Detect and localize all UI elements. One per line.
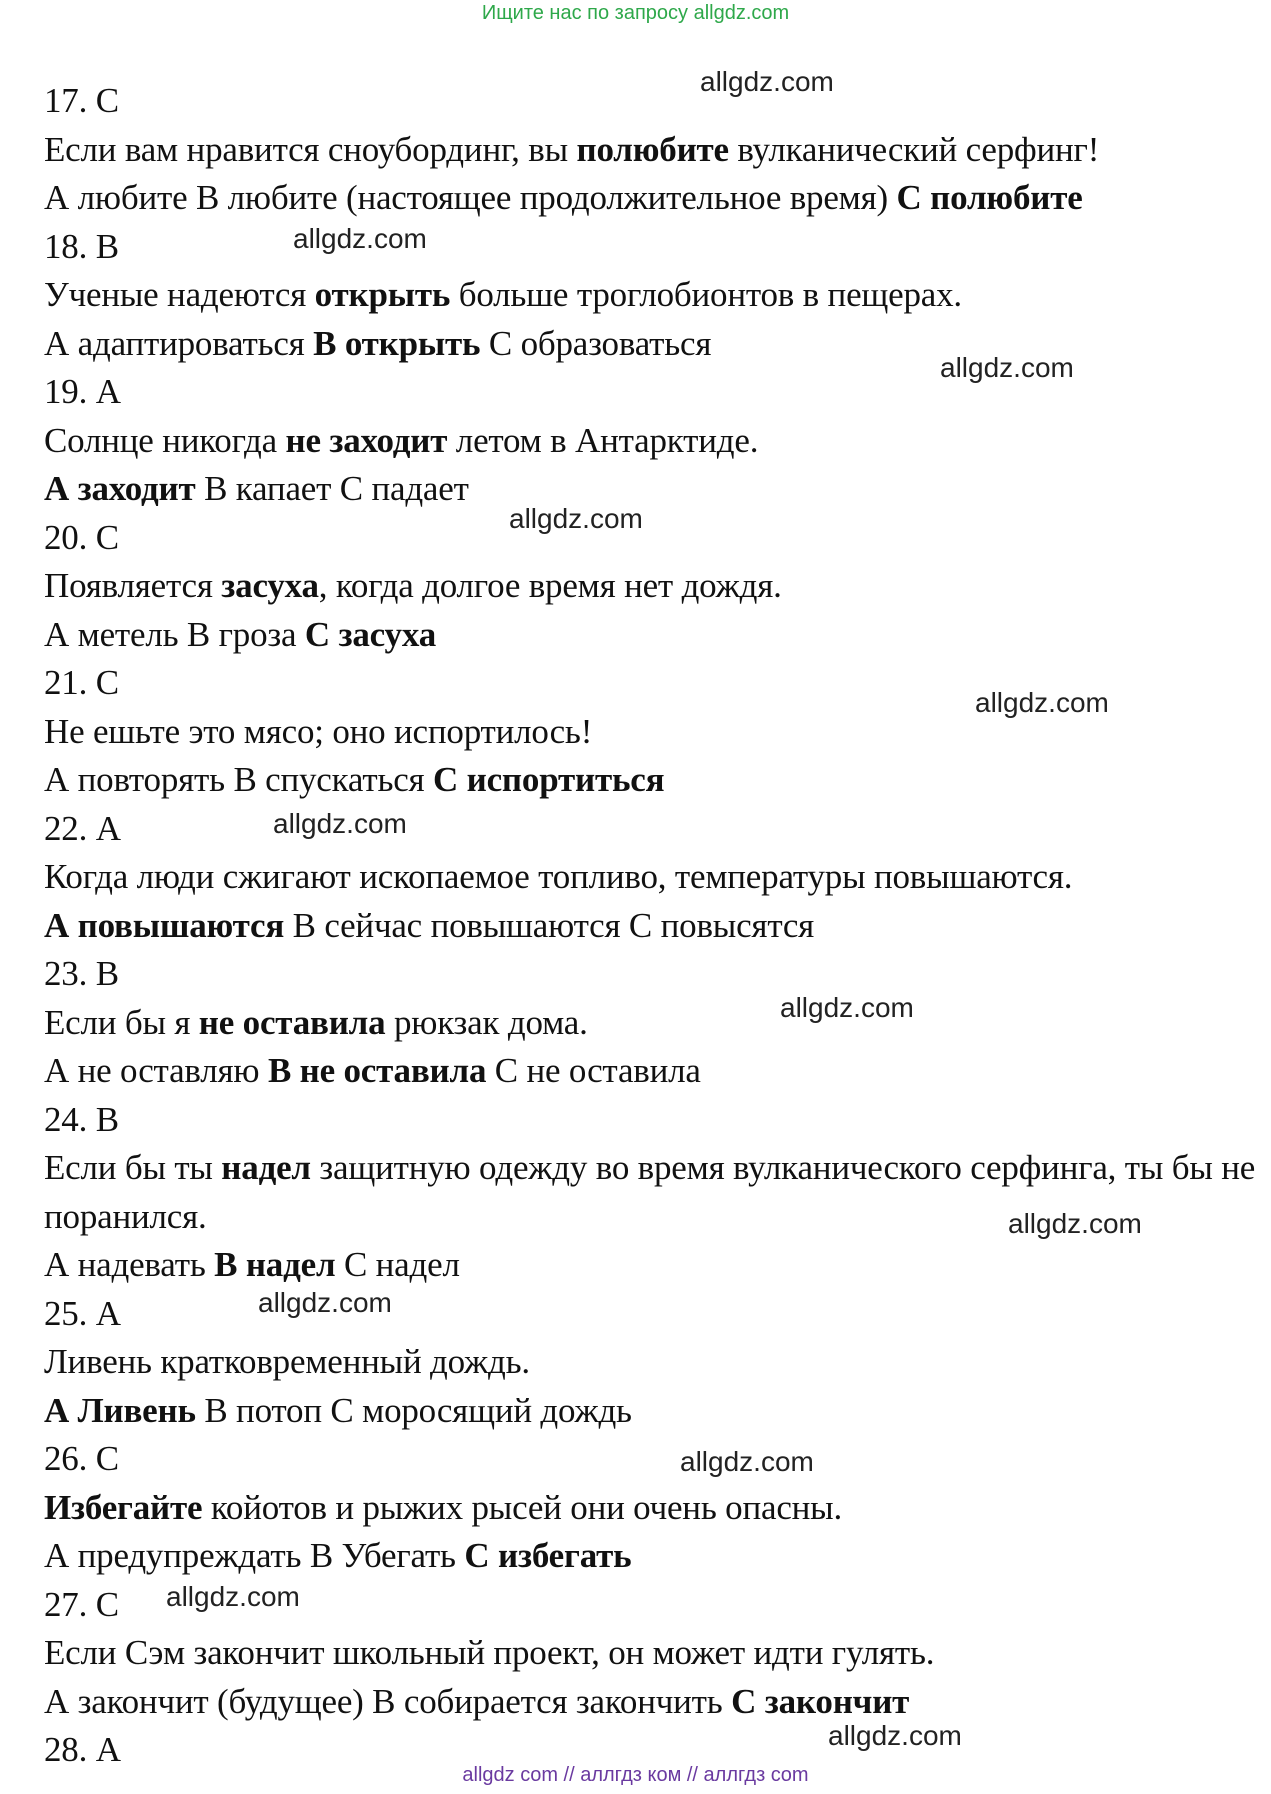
watermark: allgdz.com [509, 503, 643, 534]
sentence: Не ешьте это мясо; оно испортилось! [44, 711, 593, 751]
options: А любите В любите (настоящее продолжительное время) С полюбите [44, 178, 1083, 217]
sentence: Появляется засуха, когда долгое время нет дождя. [44, 566, 782, 605]
options: А предупреждать В Убегать С избегать [44, 1536, 632, 1575]
sentence: Если бы ты надел защитную одежду во время вулканического серфинга, ты бы не поранился. [44, 1148, 1256, 1236]
watermark: allgdz.com [1008, 1208, 1142, 1239]
answer-number: 18. В [44, 226, 119, 266]
options: А не оставляю В не оставила С не оставила [44, 1051, 701, 1090]
answer-number: 21. С [44, 663, 119, 702]
sentence: Солнце никогда не заходит летом в Антарктиде. [44, 420, 759, 460]
watermark: allgdz.com [273, 808, 407, 839]
answer-number: 17. С [44, 81, 119, 120]
watermark: allgdz.com [258, 1287, 392, 1318]
options: А метель В гроза С засуха [44, 614, 436, 654]
options: А повышаются В сейчас повышаются С повысятся [44, 905, 815, 945]
sentence: Если вам нравится сноубординг, вы полюбите вулканический серфинг! [44, 129, 1100, 169]
watermark: allgdz.com [828, 1720, 962, 1751]
options: А надевать В надел С надел [44, 1245, 460, 1284]
answer-number: 27. С [44, 1584, 119, 1624]
answer-number: 24. В [44, 1099, 119, 1139]
answer-number: 22. А [44, 808, 121, 848]
answer-number: 23. В [44, 954, 119, 993]
answer-number: 26. С [44, 1439, 119, 1478]
answer-number: 20. С [44, 517, 119, 557]
sentence: Ученые надеются открыть больше троглобионтов в пещерах. [44, 275, 962, 314]
sentence: Если Сэм закончит школьный проект, он может идти гулять. [44, 1633, 935, 1672]
options: А повторять В спускаться С испортиться [44, 760, 665, 799]
sentence: Избегайте койотов и рыжих рысей они очень опасны. [44, 1487, 843, 1527]
options: А Ливень В потоп С моросящий дождь [44, 1390, 632, 1430]
watermark: allgdz.com [975, 687, 1109, 718]
watermark: allgdz.com [680, 1446, 814, 1477]
options: А закончит (будущее) В собирается закончить С закончит [44, 1681, 910, 1721]
watermark: allgdz.com [293, 223, 427, 254]
sentence: Если бы я не оставила рюкзак дома. [44, 1002, 588, 1042]
answer-number: 25. А [44, 1293, 121, 1333]
watermark: allgdz.com [780, 992, 914, 1023]
watermark: allgdz.com [940, 352, 1074, 383]
answer-number: 19. А [44, 372, 121, 411]
answers-list [44, 77, 1269, 1775]
top-banner: Ищите нас по запросу allgdz.com [481, 2, 790, 24]
options: А адаптироваться В открыть С образоваться [44, 323, 712, 363]
answer-number: 28. А [44, 1730, 121, 1769]
footer: allgdz com // аллгдз ком // аллгдз com [462, 1764, 809, 1786]
sentence: Ливень кратковременный дождь. [44, 1342, 530, 1381]
watermark: allgdz.com [700, 66, 834, 97]
sentence: Когда люди сжигают ископаемое топливо, температуры повышаются. [44, 857, 1073, 896]
watermark: allgdz.com [166, 1581, 300, 1612]
options: А заходит В капает С падает [44, 469, 469, 508]
